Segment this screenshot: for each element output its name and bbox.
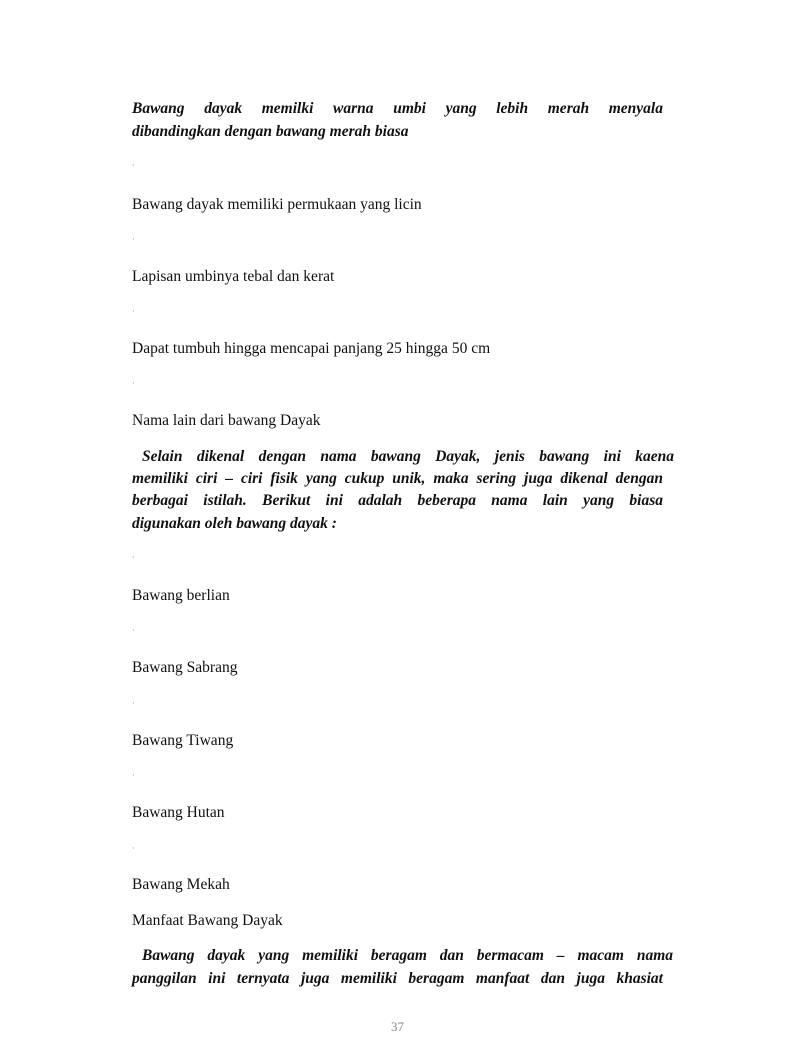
bullet-marker: · (132, 553, 135, 562)
list-item: Dapat tumbuh hingga mencapai panjang 25 hingga 50 cm (132, 340, 491, 357)
bullet-marker: · (132, 307, 135, 316)
section-heading: Manfaat Bawang Dayak (132, 912, 283, 929)
list-item: Bawang Sabrang (132, 659, 238, 676)
list-item: Bawang Tiwang (132, 732, 234, 749)
section-heading: Nama lain dari bawang Dayak (132, 412, 321, 429)
bullet-marker: · (132, 699, 135, 708)
bullet-marker: · (132, 626, 135, 635)
bullet-marker: · (132, 379, 135, 388)
paragraph-line: berbagai istilah. Berikut ini adalah beberapa nama lain yang biasa (132, 492, 663, 509)
list-item: Bawang Hutan (132, 804, 225, 821)
list-item: Bawang Mekah (132, 876, 230, 893)
bullet-marker: · (132, 161, 135, 170)
bullet-marker: · (132, 235, 135, 244)
bullet-marker: · (132, 844, 135, 853)
paragraph-line: Bawang dayak memilki warna umbi yang lebih merah menyala (132, 100, 663, 117)
paragraph-line: Selain dikenal dengan nama bawang Dayak, jenis bawang ini kaena (142, 448, 674, 465)
page-number: 37 (391, 1019, 404, 1034)
paragraph-line: digunakan oleh bawang dayak : (132, 515, 337, 532)
list-item: Lapisan umbinya tebal dan kerat (132, 268, 335, 285)
paragraph-line: panggilan ini ternyata juga memiliki beragam manfaat dan juga khasiat (132, 970, 663, 987)
list-item: Bawang berlian (132, 587, 230, 604)
paragraph-line: Bawang dayak yang memiliki beragam dan bermacam – macam nama (142, 947, 673, 964)
bullet-marker: · (132, 771, 135, 780)
list-item: Bawang dayak memiliki permukaan yang licin (132, 196, 422, 213)
paragraph-line: memiliki ciri – ciri fisik yang cukup unik, maka sering juga dikenal dengan (132, 470, 663, 487)
paragraph-line: dibandingkan dengan bawang merah biasa (132, 123, 409, 140)
